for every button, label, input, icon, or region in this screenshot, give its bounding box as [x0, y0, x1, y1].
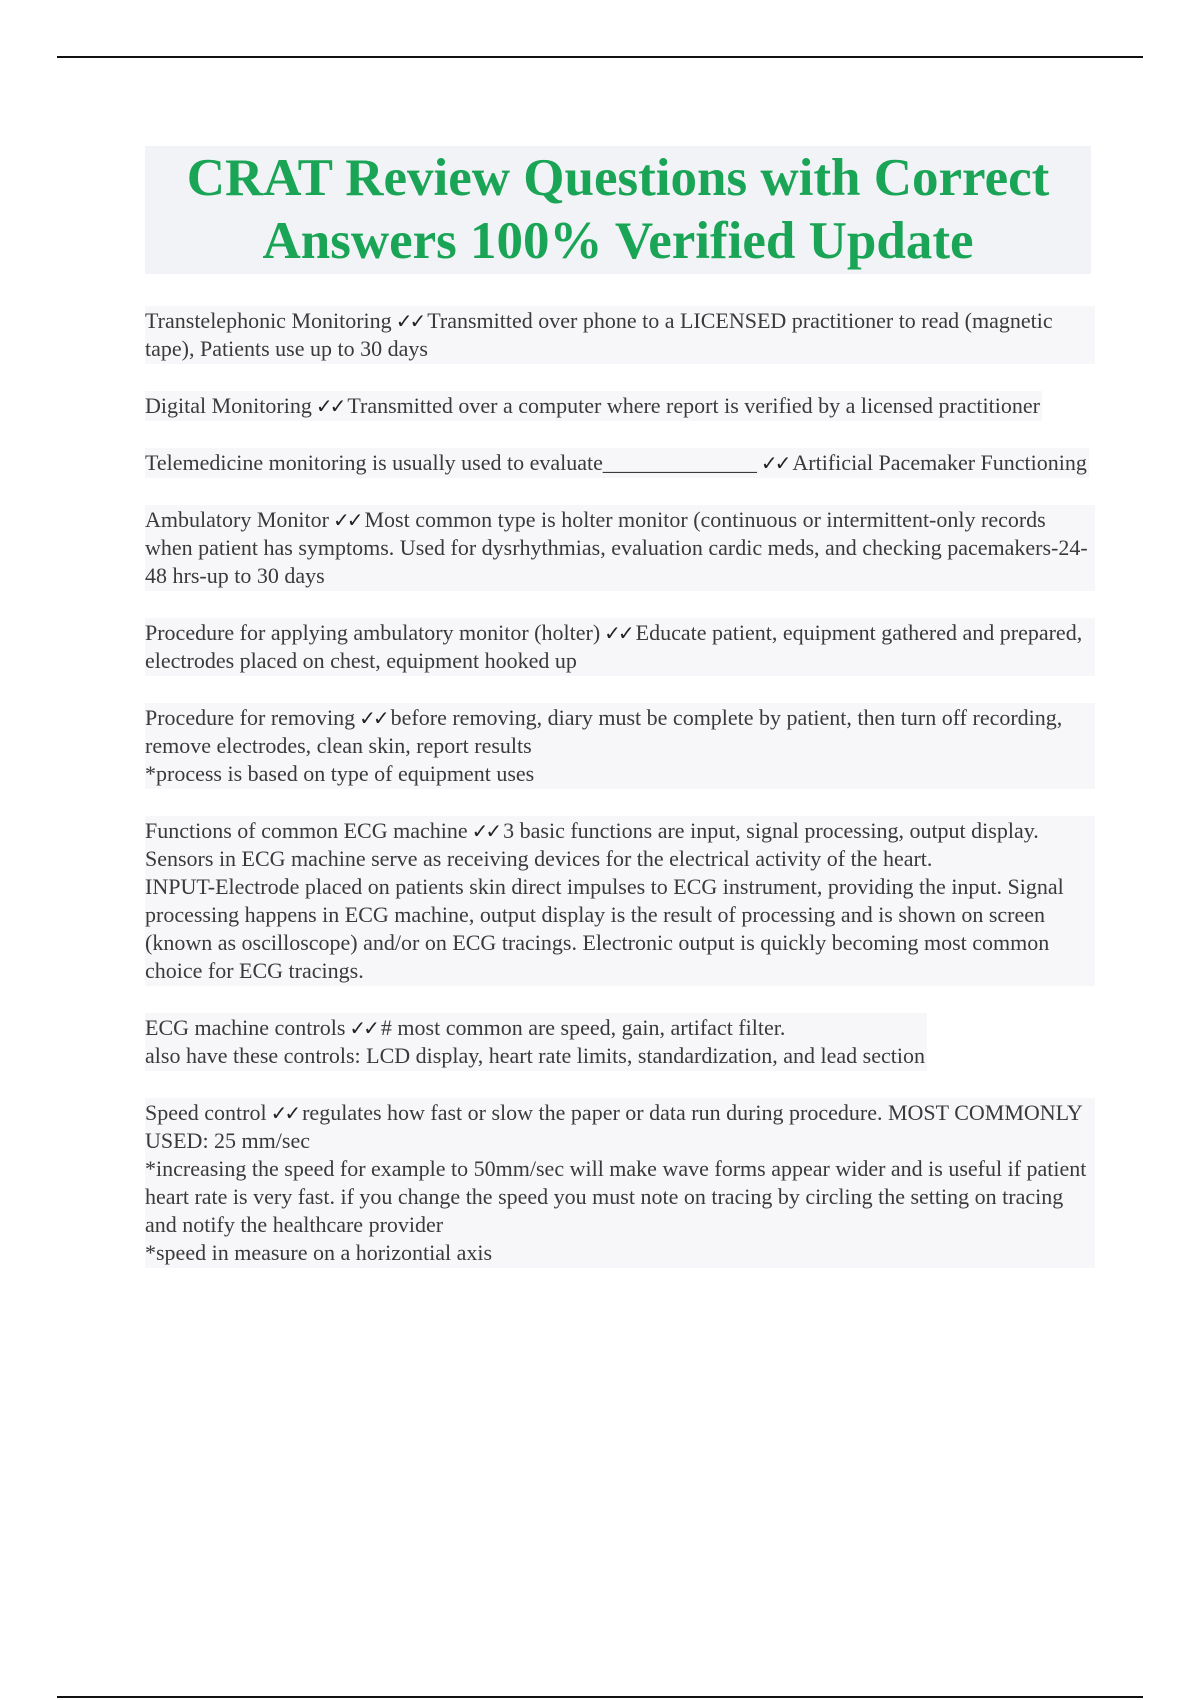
qa-item: [145, 703, 1095, 789]
qa-text: [145, 703, 1095, 789]
double-check-icon: ✓✓: [471, 819, 500, 843]
qa-item: [145, 306, 1095, 364]
qa-term: Ambulatory Monitor: [145, 507, 329, 532]
qa-answer: Transmitted over a computer where report is verified by a licensed practitioner: [347, 393, 1040, 418]
double-check-icon: ✓✓: [760, 451, 789, 475]
double-check-icon: ✓✓: [395, 309, 424, 333]
qa-term: Speed control: [145, 1100, 267, 1125]
title-banner: [145, 146, 1091, 274]
qa-item: [145, 1098, 1095, 1268]
qa-item: [145, 1013, 1095, 1071]
double-check-icon: ✓✓: [359, 706, 387, 730]
qa-text: [145, 816, 1095, 986]
qa-item: [145, 816, 1095, 986]
qa-term: Procedure for applying ambulatory monitor (holter): [145, 620, 601, 645]
qa-answer: Transmitted over phone to a LICENSED practitioner to read (magnetic tape), Patients use up to 30 days: [145, 308, 1053, 361]
qa-answer: Most common type is holter monitor (continuous or intermittent-only records when patient has symptoms. Used for dysrhythmias, evaluation cardic meds, and checking pacemakers-24-48 hrs-up to 30 days: [145, 507, 1088, 588]
qa-item: [145, 618, 1095, 676]
double-check-icon: ✓✓: [270, 1101, 299, 1125]
double-check-icon: ✓✓: [332, 508, 361, 532]
qa-text: [145, 1013, 927, 1071]
qa-answer: Artificial Pacemaker Functioning: [792, 450, 1087, 475]
qa-term: Digital Monitoring: [145, 393, 312, 418]
double-check-icon: ✓✓: [315, 394, 344, 418]
qa-text: [145, 1098, 1095, 1268]
qa-text: [145, 505, 1095, 591]
double-check-icon: ✓✓: [604, 621, 632, 645]
qa-term: ECG machine controls: [145, 1015, 346, 1040]
qa-item: [145, 448, 1095, 478]
qa-answer: Educate patient, equipment gathered and prepared, electrodes placed on chest, equipment hooked up: [145, 620, 1083, 673]
qa-text: [145, 306, 1095, 364]
qa-term: Transtelephonic Monitoring: [145, 308, 392, 333]
qa-term: Telemedicine monitoring is usually used to evaluate______________: [145, 450, 757, 475]
bottom-rule: [57, 1696, 1143, 1698]
qa-item: [145, 505, 1095, 591]
qa-term: Procedure for removing: [145, 705, 356, 730]
document-title: CRAT Review Questions with Correct Answers 100% Verified Update: [186, 149, 1050, 270]
double-check-icon: ✓✓: [349, 1016, 377, 1040]
qa-answer: regulates how fast or slow the paper or data run during procedure. MOST COMMONLY USED: 25 mm/sec *increasing the speed for example to 50mm/sec will make wave forms appear wider and is useful if patient heart rate is very fast. if you change the speed you must note on tracing by circling the setting on tracing and notify the healthcare provider *speed in measure on a horizontial axis: [145, 1100, 1087, 1265]
qa-answer: before removing, diary must be complete by patient, then turn off recording, remove electrodes, clean skin, report results *process is based on type of equipment uses: [145, 705, 1063, 786]
qa-answer: 3 basic functions are input, signal processing, output display. Sensors in ECG machine serve as receiving devices for the electrical activity of the heart. INPUT-Electrode placed on patients skin direct impulses to ECG instrument, providing the input. Signal processing happens in ECG machine, output display is the result of processing and is shown on screen (known as oscilloscope) and/or on ECG tracings. Electronic output is quickly becoming most common choice for ECG tracings.: [145, 818, 1064, 983]
qa-text: [145, 448, 1089, 478]
qa-item: [145, 391, 1095, 421]
qa-list: [145, 306, 1095, 1295]
qa-term: Functions of common ECG machine: [145, 818, 468, 843]
qa-answer: # most common are speed, gain, artifact filter. also have these controls: LCD display, heart rate limits, standardization, and lead section: [145, 1015, 925, 1068]
top-rule: [57, 56, 1143, 58]
qa-text: [145, 618, 1095, 676]
qa-text: [145, 391, 1042, 421]
